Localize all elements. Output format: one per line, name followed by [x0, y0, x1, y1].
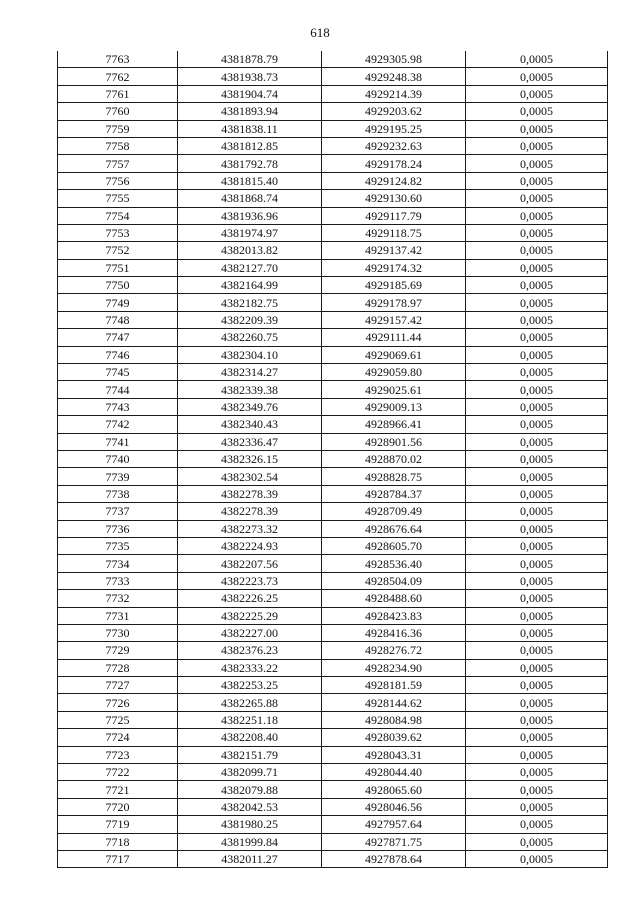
- y-coordinate-cell: 4928046.56: [322, 798, 466, 815]
- point-number-cell: 7755: [58, 190, 178, 207]
- table-row: [58, 85, 608, 102]
- y-coordinate-cell: 4929305.98: [322, 51, 466, 68]
- tolerance-cell: 0,0005: [466, 746, 608, 763]
- x-coordinate-cell: 4382079.88: [178, 781, 322, 798]
- tolerance-cell: 0,0005: [466, 68, 608, 85]
- point-number-cell: 7730: [58, 624, 178, 641]
- point-number-cell: 7762: [58, 68, 178, 85]
- y-coordinate-cell: 4928966.41: [322, 416, 466, 433]
- tolerance-cell: 0,0005: [466, 659, 608, 676]
- y-coordinate-cell: 4928901.56: [322, 433, 466, 450]
- x-coordinate-cell: 4382333.22: [178, 659, 322, 676]
- x-coordinate-cell: 4381974.97: [178, 224, 322, 241]
- x-coordinate-cell: 4382127.70: [178, 259, 322, 276]
- table-row: [58, 746, 608, 763]
- tolerance-cell: 0,0005: [466, 607, 608, 624]
- tolerance-cell: 0,0005: [466, 711, 608, 728]
- tolerance-cell: 0,0005: [466, 520, 608, 537]
- x-coordinate-cell: 4382278.39: [178, 485, 322, 502]
- point-number-cell: 7754: [58, 207, 178, 224]
- page-number: 618: [310, 25, 330, 40]
- table-row: [58, 781, 608, 798]
- point-number-cell: 7726: [58, 694, 178, 711]
- tolerance-cell: 0,0005: [466, 224, 608, 241]
- tolerance-cell: 0,0005: [466, 450, 608, 467]
- x-coordinate-cell: 4381999.84: [178, 833, 322, 850]
- y-coordinate-cell: 4929157.42: [322, 311, 466, 328]
- tolerance-cell: 0,0005: [466, 259, 608, 276]
- point-number-cell: 7747: [58, 329, 178, 346]
- point-number-cell: 7720: [58, 798, 178, 815]
- table-row: [58, 555, 608, 572]
- table-row: [58, 590, 608, 607]
- tolerance-cell: 0,0005: [466, 590, 608, 607]
- y-coordinate-cell: 4928276.72: [322, 642, 466, 659]
- y-coordinate-cell: 4928828.75: [322, 468, 466, 485]
- x-coordinate-cell: 4381838.11: [178, 120, 322, 137]
- tolerance-cell: 0,0005: [466, 155, 608, 172]
- y-coordinate-cell: 4928423.83: [322, 607, 466, 624]
- point-number-cell: 7752: [58, 242, 178, 259]
- tolerance-cell: 0,0005: [466, 468, 608, 485]
- table-row: [58, 537, 608, 554]
- table-row: [58, 242, 608, 259]
- x-coordinate-cell: 4382208.40: [178, 729, 322, 746]
- y-coordinate-cell: 4928234.90: [322, 659, 466, 676]
- y-coordinate-cell: 4929130.60: [322, 190, 466, 207]
- table-row: [58, 416, 608, 433]
- table-row: [58, 729, 608, 746]
- table-row: [58, 764, 608, 781]
- x-coordinate-cell: 4382265.88: [178, 694, 322, 711]
- tolerance-cell: 0,0005: [466, 85, 608, 102]
- point-number-cell: 7746: [58, 346, 178, 363]
- x-coordinate-cell: 4382339.38: [178, 381, 322, 398]
- point-number-cell: 7760: [58, 103, 178, 120]
- x-coordinate-cell: 4382226.25: [178, 590, 322, 607]
- point-number-cell: 7735: [58, 537, 178, 554]
- x-coordinate-cell: 4382273.32: [178, 520, 322, 537]
- table-row: [58, 259, 608, 276]
- tolerance-cell: 0,0005: [466, 172, 608, 189]
- table-row: [58, 798, 608, 815]
- point-number-cell: 7724: [58, 729, 178, 746]
- table-row: [58, 816, 608, 833]
- y-coordinate-cell: 4927871.75: [322, 833, 466, 850]
- tolerance-cell: 0,0005: [466, 850, 608, 867]
- tolerance-cell: 0,0005: [466, 137, 608, 154]
- point-number-cell: 7745: [58, 364, 178, 381]
- tolerance-cell: 0,0005: [466, 190, 608, 207]
- y-coordinate-cell: 4927957.64: [322, 816, 466, 833]
- table-row: [58, 207, 608, 224]
- point-number-cell: 7758: [58, 137, 178, 154]
- x-coordinate-cell: 4381936.96: [178, 207, 322, 224]
- table-row: [58, 468, 608, 485]
- x-coordinate-cell: 4382253.25: [178, 677, 322, 694]
- tolerance-cell: 0,0005: [466, 120, 608, 137]
- table-row: [58, 346, 608, 363]
- y-coordinate-cell: 4929025.61: [322, 381, 466, 398]
- y-coordinate-cell: 4928044.40: [322, 764, 466, 781]
- point-number-cell: 7759: [58, 120, 178, 137]
- table-row: [58, 711, 608, 728]
- y-coordinate-cell: 4929137.42: [322, 242, 466, 259]
- table-row: [58, 572, 608, 589]
- point-number-cell: 7743: [58, 398, 178, 415]
- table-row: [58, 155, 608, 172]
- table-row: [58, 311, 608, 328]
- tolerance-cell: 0,0005: [466, 537, 608, 554]
- y-coordinate-cell: 4929185.69: [322, 277, 466, 294]
- tolerance-cell: 0,0005: [466, 798, 608, 815]
- tolerance-cell: 0,0005: [466, 433, 608, 450]
- y-coordinate-cell: 4929248.38: [322, 68, 466, 85]
- x-coordinate-cell: 4382326.15: [178, 450, 322, 467]
- point-number-cell: 7744: [58, 381, 178, 398]
- point-number-cell: 7738: [58, 485, 178, 502]
- point-number-cell: 7717: [58, 850, 178, 867]
- table-row: [58, 607, 608, 624]
- y-coordinate-cell: 4927878.64: [322, 850, 466, 867]
- table-row: [58, 190, 608, 207]
- point-number-cell: 7756: [58, 172, 178, 189]
- tolerance-cell: 0,0005: [466, 642, 608, 659]
- point-number-cell: 7734: [58, 555, 178, 572]
- y-coordinate-cell: 4928043.31: [322, 746, 466, 763]
- y-coordinate-cell: 4928181.59: [322, 677, 466, 694]
- point-number-cell: 7739: [58, 468, 178, 485]
- point-number-cell: 7748: [58, 311, 178, 328]
- table-row: [58, 850, 608, 867]
- point-number-cell: 7731: [58, 607, 178, 624]
- x-coordinate-cell: 4381904.74: [178, 85, 322, 102]
- point-number-cell: 7749: [58, 294, 178, 311]
- table-row: [58, 329, 608, 346]
- tolerance-cell: 0,0005: [466, 346, 608, 363]
- x-coordinate-cell: 4382151.79: [178, 746, 322, 763]
- x-coordinate-cell: 4382207.56: [178, 555, 322, 572]
- x-coordinate-cell: 4382013.82: [178, 242, 322, 259]
- y-coordinate-cell: 4929232.63: [322, 137, 466, 154]
- point-number-cell: 7728: [58, 659, 178, 676]
- x-coordinate-cell: 4381938.73: [178, 68, 322, 85]
- tolerance-cell: 0,0005: [466, 242, 608, 259]
- x-coordinate-cell: 4381792.78: [178, 155, 322, 172]
- table-row: [58, 694, 608, 711]
- y-coordinate-cell: 4928870.02: [322, 450, 466, 467]
- x-coordinate-cell: 4382164.99: [178, 277, 322, 294]
- y-coordinate-cell: 4929214.39: [322, 85, 466, 102]
- tolerance-cell: 0,0005: [466, 207, 608, 224]
- tolerance-cell: 0,0005: [466, 833, 608, 850]
- y-coordinate-cell: 4928536.40: [322, 555, 466, 572]
- x-coordinate-cell: 4382260.75: [178, 329, 322, 346]
- x-coordinate-cell: 4382302.54: [178, 468, 322, 485]
- tolerance-cell: 0,0005: [466, 503, 608, 520]
- point-number-cell: 7742: [58, 416, 178, 433]
- tolerance-cell: 0,0005: [466, 816, 608, 833]
- y-coordinate-cell: 4928144.62: [322, 694, 466, 711]
- x-coordinate-cell: 4382340.43: [178, 416, 322, 433]
- y-coordinate-cell: 4929174.32: [322, 259, 466, 276]
- point-number-cell: 7750: [58, 277, 178, 294]
- y-coordinate-cell: 4929009.13: [322, 398, 466, 415]
- x-coordinate-cell: 4382224.93: [178, 537, 322, 554]
- point-number-cell: 7725: [58, 711, 178, 728]
- tolerance-cell: 0,0005: [466, 694, 608, 711]
- tolerance-cell: 0,0005: [466, 555, 608, 572]
- tolerance-cell: 0,0005: [466, 624, 608, 641]
- y-coordinate-cell: 4929059.80: [322, 364, 466, 381]
- y-coordinate-cell: 4928488.60: [322, 590, 466, 607]
- x-coordinate-cell: 4382011.27: [178, 850, 322, 867]
- x-coordinate-cell: 4382042.53: [178, 798, 322, 815]
- x-coordinate-cell: 4381878.79: [178, 51, 322, 68]
- x-coordinate-cell: 4382304.10: [178, 346, 322, 363]
- point-number-cell: 7751: [58, 259, 178, 276]
- table-row: [58, 103, 608, 120]
- y-coordinate-cell: 4928605.70: [322, 537, 466, 554]
- x-coordinate-cell: 4382336.47: [178, 433, 322, 450]
- x-coordinate-cell: 4382227.00: [178, 624, 322, 641]
- table-row: [58, 277, 608, 294]
- table-row: [58, 172, 608, 189]
- x-coordinate-cell: 4381868.74: [178, 190, 322, 207]
- tolerance-cell: 0,0005: [466, 416, 608, 433]
- point-number-cell: 7729: [58, 642, 178, 659]
- y-coordinate-cell: 4929117.79: [322, 207, 466, 224]
- tolerance-cell: 0,0005: [466, 364, 608, 381]
- point-number-cell: 7718: [58, 833, 178, 850]
- y-coordinate-cell: 4928709.49: [322, 503, 466, 520]
- table-row: [58, 624, 608, 641]
- x-coordinate-cell: 4382251.18: [178, 711, 322, 728]
- y-coordinate-cell: 4929111.44: [322, 329, 466, 346]
- x-coordinate-cell: 4382182.75: [178, 294, 322, 311]
- coordinates-table-body: [58, 51, 608, 868]
- x-coordinate-cell: 4381815.40: [178, 172, 322, 189]
- table-row: [58, 520, 608, 537]
- y-coordinate-cell: 4929203.62: [322, 103, 466, 120]
- x-coordinate-cell: 4381893.94: [178, 103, 322, 120]
- x-coordinate-cell: 4382099.71: [178, 764, 322, 781]
- tolerance-cell: 0,0005: [466, 398, 608, 415]
- tolerance-cell: 0,0005: [466, 485, 608, 502]
- table-row: [58, 294, 608, 311]
- point-number-cell: 7753: [58, 224, 178, 241]
- table-row: [58, 381, 608, 398]
- table-row: [58, 68, 608, 85]
- table-row: [58, 137, 608, 154]
- y-coordinate-cell: 4929118.75: [322, 224, 466, 241]
- tolerance-cell: 0,0005: [466, 729, 608, 746]
- coordinates-table: [57, 51, 608, 868]
- table-row: [58, 51, 608, 68]
- table-row: [58, 659, 608, 676]
- x-coordinate-cell: 4382223.73: [178, 572, 322, 589]
- point-number-cell: 7757: [58, 155, 178, 172]
- y-coordinate-cell: 4929178.24: [322, 155, 466, 172]
- point-number-cell: 7723: [58, 746, 178, 763]
- table-row: [58, 450, 608, 467]
- x-coordinate-cell: 4382209.39: [178, 311, 322, 328]
- point-number-cell: 7736: [58, 520, 178, 537]
- point-number-cell: 7732: [58, 590, 178, 607]
- tolerance-cell: 0,0005: [466, 764, 608, 781]
- table-row: [58, 485, 608, 502]
- y-coordinate-cell: 4929178.97: [322, 294, 466, 311]
- tolerance-cell: 0,0005: [466, 572, 608, 589]
- point-number-cell: 7719: [58, 816, 178, 833]
- table-row: [58, 677, 608, 694]
- tolerance-cell: 0,0005: [466, 103, 608, 120]
- y-coordinate-cell: 4929195.25: [322, 120, 466, 137]
- point-number-cell: 7761: [58, 85, 178, 102]
- table-row: [58, 398, 608, 415]
- table-row: [58, 503, 608, 520]
- x-coordinate-cell: 4381812.85: [178, 137, 322, 154]
- y-coordinate-cell: 4928039.62: [322, 729, 466, 746]
- point-number-cell: 7727: [58, 677, 178, 694]
- x-coordinate-cell: 4382225.29: [178, 607, 322, 624]
- point-number-cell: 7737: [58, 503, 178, 520]
- tolerance-cell: 0,0005: [466, 677, 608, 694]
- point-number-cell: 7733: [58, 572, 178, 589]
- x-coordinate-cell: 4382376.23: [178, 642, 322, 659]
- tolerance-cell: 0,0005: [466, 781, 608, 798]
- table-row: [58, 224, 608, 241]
- tolerance-cell: 0,0005: [466, 329, 608, 346]
- x-coordinate-cell: 4382349.76: [178, 398, 322, 415]
- tolerance-cell: 0,0005: [466, 51, 608, 68]
- y-coordinate-cell: 4928504.09: [322, 572, 466, 589]
- point-number-cell: 7740: [58, 450, 178, 467]
- table-row: [58, 120, 608, 137]
- x-coordinate-cell: 4382314.27: [178, 364, 322, 381]
- tolerance-cell: 0,0005: [466, 277, 608, 294]
- tolerance-cell: 0,0005: [466, 311, 608, 328]
- table-row: [58, 364, 608, 381]
- x-coordinate-cell: 4382278.39: [178, 503, 322, 520]
- y-coordinate-cell: 4928084.98: [322, 711, 466, 728]
- tolerance-cell: 0,0005: [466, 294, 608, 311]
- y-coordinate-cell: 4929069.61: [322, 346, 466, 363]
- table-row: [58, 833, 608, 850]
- table-row: [58, 642, 608, 659]
- point-number-cell: 7741: [58, 433, 178, 450]
- y-coordinate-cell: 4928416.36: [322, 624, 466, 641]
- y-coordinate-cell: 4928065.60: [322, 781, 466, 798]
- x-coordinate-cell: 4381980.25: [178, 816, 322, 833]
- y-coordinate-cell: 4928784.37: [322, 485, 466, 502]
- y-coordinate-cell: 4928676.64: [322, 520, 466, 537]
- table-row: [58, 433, 608, 450]
- point-number-cell: 7721: [58, 781, 178, 798]
- point-number-cell: 7763: [58, 51, 178, 68]
- y-coordinate-cell: 4929124.82: [322, 172, 466, 189]
- point-number-cell: 7722: [58, 764, 178, 781]
- tolerance-cell: 0,0005: [466, 381, 608, 398]
